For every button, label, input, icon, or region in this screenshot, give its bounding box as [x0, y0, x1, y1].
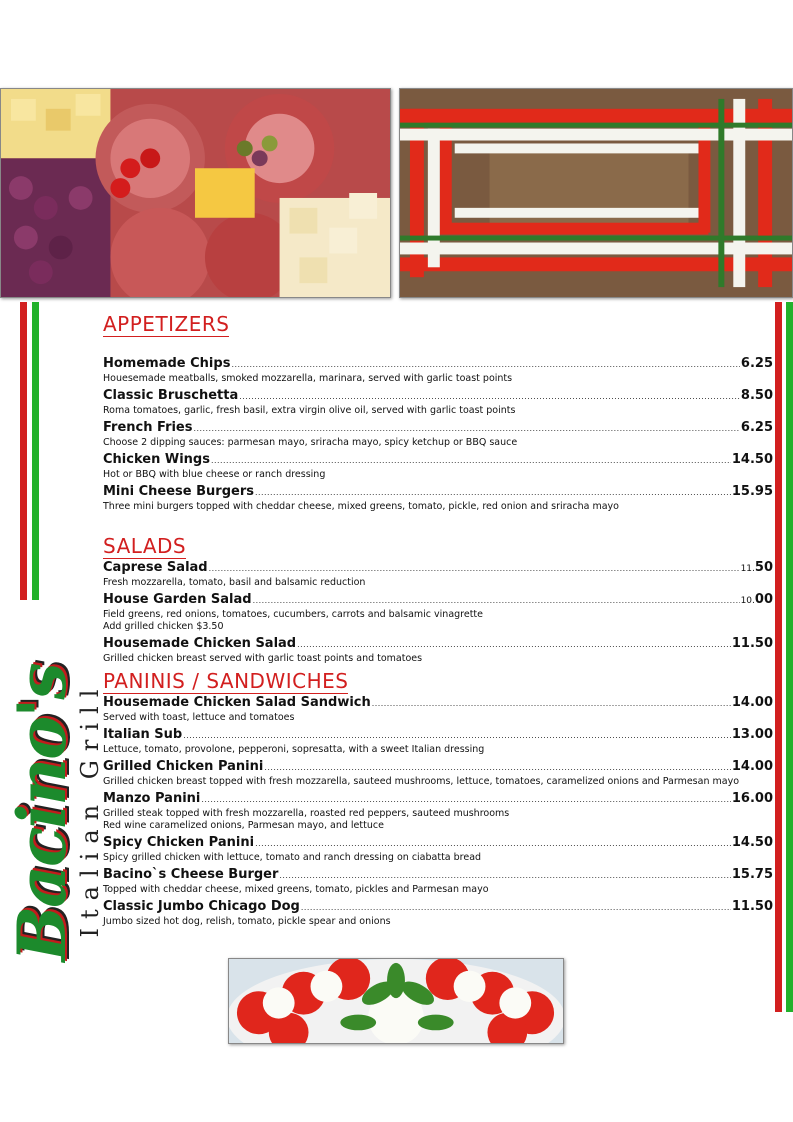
menu-item-description: Grilled chicken breast topped with fresh mozzarella, sauteed mushrooms, lettuce, tomatoes, caramelized onions and Parmesan mayo — [103, 776, 740, 787]
menu-item-description: Choose 2 dipping sauces: parmesan mayo, sriracha mayo, spicy ketchup or BBQ sauce — [103, 437, 518, 448]
menu-item-description: Add grilled chicken $3.50 — [103, 621, 224, 632]
menu-item-name: Chicken Wings — [103, 452, 210, 467]
section-title: SALADS — [103, 534, 187, 558]
dot-leader — [255, 838, 731, 848]
price-cents: 50 — [754, 560, 773, 575]
menu-item-line — [103, 727, 773, 744]
charcuterie-photo — [0, 88, 391, 298]
left-green-stripe — [32, 302, 39, 600]
item-list — [103, 695, 773, 928]
logo-script: Bacino's — [3, 664, 81, 962]
menu-item-description: Houesemade meatballs, smoked mozzarella, marinara, served with garlic toast points — [103, 373, 513, 384]
menu-item-price: 11.50 — [731, 636, 773, 651]
menu-item — [103, 899, 773, 928]
menu-item-description: Grilled steak topped with fresh mozzarella, roasted red peppers, sauteed mushrooms — [103, 808, 510, 819]
menu-item-price: 6.25 — [740, 420, 773, 435]
menu-item-price — [741, 560, 773, 575]
restaurant-logo — [0, 620, 104, 1010]
menu-item-description: Grilled chicken breast served with garlic toast points and tomatoes — [103, 653, 423, 664]
menu-item-description: Roma tomatoes, garlic, fresh basil, extra virgin olive oil, served with garlic toast points — [103, 405, 516, 416]
menu-item-name: French Fries — [103, 420, 193, 435]
dot-leader — [201, 794, 731, 804]
menu-item-line — [103, 388, 773, 405]
menu-item-description: Served with toast, lettuce and tomatoes — [103, 712, 295, 723]
menu-item — [103, 484, 773, 513]
menu-item-price: 14.00 — [731, 695, 773, 710]
price-dollars: 10. — [740, 596, 755, 606]
menu-item — [103, 695, 773, 724]
menu-item-price: 14.00 — [731, 759, 773, 774]
menu-item-name: Classic Jumbo Chicago Dog — [103, 899, 300, 914]
menu-item-line — [103, 560, 773, 577]
menu-item-line — [103, 867, 773, 884]
section-title: APPETIZERS — [103, 312, 230, 336]
menu-item-line — [103, 899, 773, 916]
caprese-skewers-photo — [399, 88, 793, 298]
dot-leader — [297, 639, 731, 649]
dot-leader — [301, 902, 731, 912]
menu-item-price — [741, 592, 773, 607]
right-red-stripe — [775, 302, 782, 1012]
menu-item — [103, 560, 773, 589]
menu-item-price: 15.75 — [731, 867, 773, 882]
right-green-stripe — [786, 302, 793, 1012]
dot-leader — [372, 698, 731, 708]
menu-item-name: Grilled Chicken Panini — [103, 759, 264, 774]
dot-leader — [239, 391, 740, 401]
menu-item-description: Jumbo sized hot dog, relish, tomato, pickle spear and onions — [103, 916, 391, 927]
price-dollars: 11. — [740, 564, 755, 574]
menu-item-price: 14.50 — [731, 835, 773, 850]
menu-item-price: 15.95 — [731, 484, 773, 499]
menu-item-description: Hot or BBQ with blue cheese or ranch dressing — [103, 469, 326, 480]
logo-subtitle: Italian Grill — [76, 680, 104, 938]
menu-item-description: Field greens, red onions, tomatoes, cucumbers, carrots and balsamic vinagrette — [103, 609, 484, 620]
caprese-plate-photo — [228, 958, 564, 1044]
menu-item — [103, 867, 773, 896]
menu-item-description: Topped with cheddar cheese, mixed greens, tomato, pickles and Parmesan mayo — [103, 884, 489, 895]
menu-item-description: Three mini burgers topped with cheddar cheese, mixed greens, tomato, pickle, red onion and sriracha mayo — [103, 501, 619, 512]
menu-item-name: House Garden Salad — [103, 592, 252, 607]
menu-item-name: Classic Bruschetta — [103, 388, 239, 403]
menu-item-name: Homemade Chips — [103, 356, 231, 371]
dot-leader — [231, 359, 739, 369]
menu-item-name: Manzo Panini — [103, 791, 201, 806]
menu-item-price: 13.00 — [731, 727, 773, 742]
item-list — [103, 560, 773, 665]
menu-item-line — [103, 791, 773, 808]
dot-leader — [183, 730, 731, 740]
menu-item-description: Spicy grilled chicken with lettuce, tomato and ranch dressing on ciabatta bread — [103, 852, 482, 863]
menu-item — [103, 791, 773, 832]
section-title: PANINIS / SANDWICHES — [103, 669, 349, 693]
menu-item-name: Caprese Salad — [103, 560, 208, 575]
section-paninis — [103, 669, 773, 931]
menu-item-line — [103, 356, 773, 373]
dot-leader — [253, 595, 740, 605]
menu-item — [103, 727, 773, 756]
menu-item — [103, 388, 773, 417]
dot-leader — [279, 870, 730, 880]
menu-item-description: Red wine caramelized onions, Parmesan mayo, and lettuce — [103, 820, 384, 831]
menu-item-name: Spicy Chicken Panini — [103, 835, 255, 850]
dot-leader — [211, 455, 731, 465]
menu-item-name: Mini Cheese Burgers — [103, 484, 254, 499]
dot-leader — [209, 563, 740, 573]
menu-item — [103, 835, 773, 864]
menu-item-description: Fresh mozzarella, tomato, basil and balsamic reduction — [103, 577, 366, 588]
menu-item-line — [103, 835, 773, 852]
menu-item-name: Housemade Chicken Salad — [103, 636, 297, 651]
menu-item-line — [103, 695, 773, 712]
dot-leader — [194, 423, 740, 433]
menu-item-name: Italian Sub — [103, 727, 183, 742]
section-appetizers — [103, 312, 773, 516]
section-salads — [103, 534, 773, 668]
menu-item-line — [103, 636, 773, 653]
item-list — [103, 356, 773, 513]
menu-item-price: 16.00 — [731, 791, 773, 806]
menu-item — [103, 356, 773, 385]
menu-item — [103, 420, 773, 449]
menu-item-price: 6.25 — [740, 356, 773, 371]
menu-item-name: Housemade Chicken Salad Sandwich — [103, 695, 371, 710]
menu-item-line — [103, 484, 773, 501]
menu-item-line — [103, 452, 773, 469]
dot-leader — [255, 487, 731, 497]
price-cents: 00 — [754, 592, 773, 607]
menu-item-price: 11.50 — [731, 899, 773, 914]
menu-item — [103, 636, 773, 665]
menu-item-description: Lettuce, tomato, provolone, pepperoni, sopresatta, with a sweet Italian dressing — [103, 744, 485, 755]
menu-item — [103, 452, 773, 481]
menu-item-name: Bacino`s Cheese Burger — [103, 867, 279, 882]
menu-item-price: 8.50 — [740, 388, 773, 403]
dot-leader — [264, 762, 731, 772]
left-red-stripe — [20, 302, 27, 600]
menu-item-line — [103, 420, 773, 437]
menu-item — [103, 759, 773, 788]
menu-item — [103, 592, 773, 633]
menu-item-line — [103, 759, 773, 776]
menu-item-line — [103, 592, 773, 609]
menu-item-price: 14.50 — [731, 452, 773, 467]
